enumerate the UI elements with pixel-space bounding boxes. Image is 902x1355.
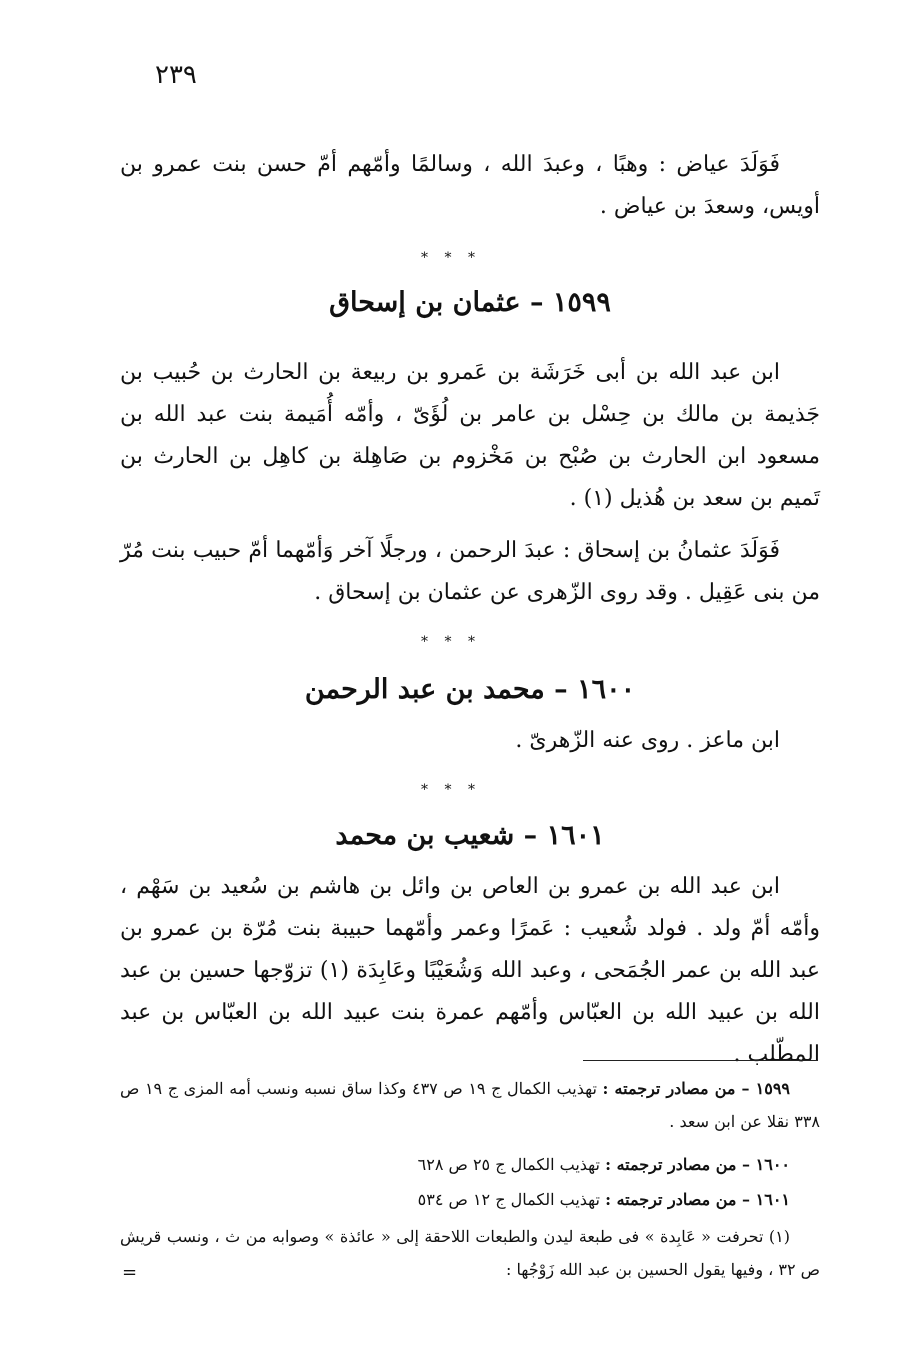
paragraph-1599-lineage: ابن عبد الله بن أبى خَرَشَة بن عَمرو بن ربيعة بن الحارث بن حُبيب بن جَذيمة بن مالك بن حِسْل بن عامر بن لُؤَىّ ، وأمّه أُمَيمة بنت عبد الله بن مسعود ابن الحارث بن صُبْح بن مَخْزوم بن صَاهِلة بن كاهِل بن الحارث بن تَميم بن سعد بن هُذيل (١) . [120,360,820,511]
section-separator: * * * [421,634,481,650]
paragraph-iyad-children: فَوَلَدَ عياض : وهبًا ، وعبدَ الله ، وسالمًا وأمّهم أمّ حسن بنت عمرو بن أويس، وسعدَ بن عياض . [120,152,820,219]
footnote-1599-text: تهذيب الكمال ج ١٩ ص ٤٣٧ وكذا ساق نسبه ونسب أمه المزى ج ١٩ ص ٣٣٨ نقلا عن ابن سعد . [120,1079,820,1131]
footnote-1601-text: تهذيب الكمال ج ١٢ ص ٥٣٤ [417,1190,601,1209]
footnote-note-1: (١) تحرفت « عَابِدة » فى طبعة ليدن والطبعات اللاحقة إلى « عائذة » وصوابه من ث ، ونسب قريش ص ٣٢ ، وفيها يقول الحسين بن عبد الله زَوْجُها : [120,1227,820,1279]
entry-heading-1601: ١٦٠١ – شعيب بن محمد [335,820,605,851]
footnote-1600-label: ١٦٠٠ – من مصادر ترجمته : [605,1155,790,1174]
footnote-1599 [120,1072,820,1138]
footnote-divider [583,1060,818,1061]
paragraph-1599-children: فَوَلَدَ عثمانُ بن إسحاق : عبدَ الرحمن ، ورجلًا آخر وَأمّهما أمّ حبيب بنت مُرّ من بنى عَقِيل . وقد روى الزّهرى عن عثمان بن إسحاق . [120,538,820,605]
footnote-1599-label: ١٥٩٩ – من مصادر ترجمته : [602,1079,791,1098]
footnote-1600-text: تهذيب الكمال ج ٢٥ ص ٦٢٨ [417,1155,601,1174]
footnote-1601 [120,1183,820,1216]
entry-heading-1600: ١٦٠٠ – محمد بن عبد الرحمن [304,674,636,705]
page-number: ٢٣٩ [155,60,197,90]
footnote-1600 [120,1148,820,1181]
paragraph-1600: ابن ماعز . روى عنه الزّهرىّ . [515,728,780,753]
entry-heading-1599: ١٥٩٩ – عثمان بن إسحاق [329,287,611,318]
continuation-mark: = [122,1262,138,1283]
footnote-1601-label: ١٦٠١ – من مصادر ترجمته : [605,1190,790,1209]
section-separator: * * * [421,782,481,798]
paragraph-1601: ابن عبد الله بن عمرو بن العاص بن وائل بن هاشم بن سُعيد بن سَهْم ، وأمّه أمّ ولد . فولد شُعيب : عَمرًا وعمر وأمّهما حبيبة بنت مُرّة بن عمرو بن عبد الله بن عمر الجُمَحى ، وعبد الله وَشُعَيْبًا وعَابِدَة (١) تزوّجها حسين بن عبد الله بن عبيد الله بن العبّاس وأمّهم عمرة بنت عبيد الله بن العبّاس بن عبد المطّلب . [120,874,820,1067]
section-separator: * * * [421,250,481,266]
